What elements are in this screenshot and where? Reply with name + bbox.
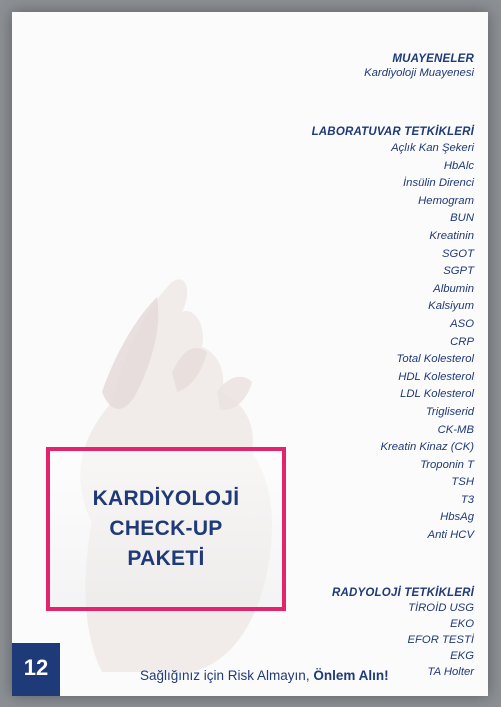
section-title: RADYOLOJİ TETKİKLERİ — [331, 586, 474, 599]
list-item: EFOR TESTİ — [407, 634, 474, 647]
package-title-line: CHECK-UP — [109, 517, 223, 540]
list-item: LDL Kolesterol — [400, 388, 474, 401]
list-item: Albumin — [433, 282, 474, 295]
list-item: TSH — [451, 476, 474, 489]
list-item: T3 — [460, 493, 474, 506]
list-item: HbAlc — [443, 159, 474, 172]
list-item: ASO — [450, 317, 474, 330]
list-item: CRP — [450, 335, 474, 348]
list-item: BUN — [450, 212, 474, 225]
list-item: Troponin T — [420, 458, 474, 471]
list-item: Anti HCV — [427, 529, 474, 542]
package-title-line: PAKETİ — [127, 547, 205, 570]
section-title: LABORATUVAR TETKİKLERİ — [311, 126, 474, 138]
footer-text: Sağlığınız için Risk Almayın, — [140, 668, 314, 683]
section-muayeneler — [214, 52, 474, 81]
list-item: HDL Kolesterol — [398, 370, 474, 383]
list-item: İnsülin Direnci — [403, 177, 474, 190]
list-item: Kalsiyum — [428, 300, 474, 313]
list-item: Total Kolesterol — [396, 353, 474, 366]
list-item: SGPT — [443, 265, 474, 278]
list-item: SGOT — [441, 247, 474, 260]
list-item: EKO — [450, 617, 474, 630]
footer-slogan — [140, 668, 389, 683]
footer-emphasis: Önlem Alın! — [313, 668, 389, 683]
package-title-line: KARDİYOLOJİ — [92, 487, 240, 510]
section-title: MUAYENELER — [392, 53, 474, 65]
list-item: Hemogram — [418, 194, 474, 207]
list-item: EKG — [450, 650, 474, 663]
list-item: TA Holter — [427, 666, 474, 679]
package-title-box — [46, 447, 286, 611]
list-item: HbsAg — [440, 511, 474, 524]
page-number: 12 — [12, 643, 60, 696]
list-item: TİROİD USG — [408, 601, 474, 614]
list-item: CK-MB — [437, 423, 474, 436]
list-item: Kreatinin — [429, 229, 474, 242]
list-item: Trigliserid — [425, 405, 474, 418]
list-item: Açlık Kan Şekeri — [391, 142, 474, 154]
list-item: Kreatin Kinaz (CK) — [380, 441, 474, 454]
list-item: Kardiyoloji Muayenesi — [364, 67, 474, 79]
brochure-page — [12, 12, 488, 696]
